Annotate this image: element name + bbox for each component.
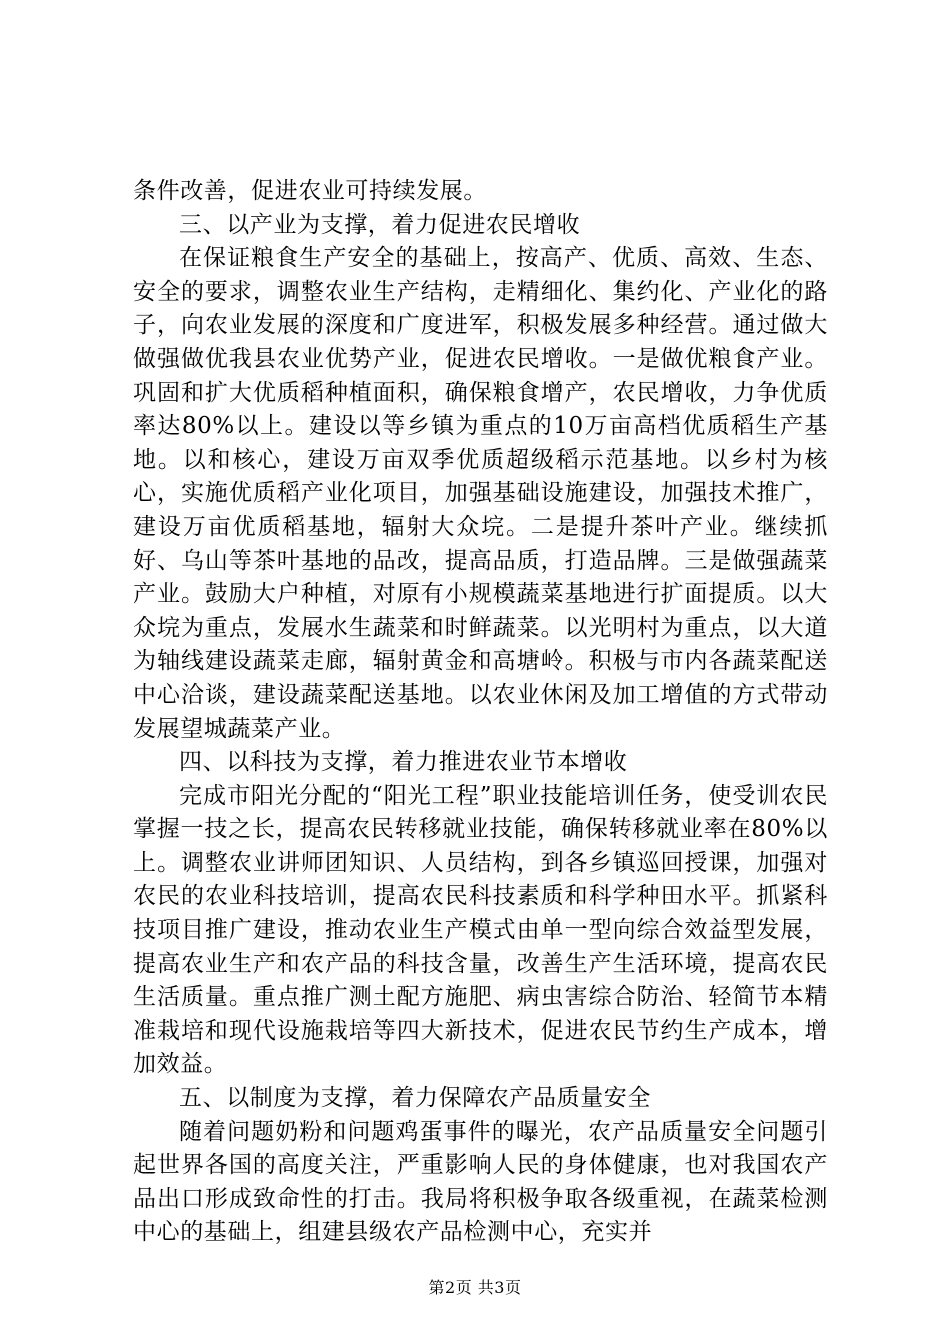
section-heading-4: 四、以科技为支撑，着力推进农业节本增收: [179, 749, 628, 776]
page-number: 第2页 共3页: [428, 1278, 522, 1297]
section-heading-3: 三、以产业为支撑，着力促进农民增收: [179, 211, 581, 238]
paragraph-continuation: 条件改善，促进农业可持续发展。: [133, 178, 487, 204]
section-heading-5: 五、以制度为支撑，着力保障农产品质量安全: [179, 1085, 651, 1112]
document-body: [133, 175, 828, 1250]
paragraph-quality-safety: 随着问题奶粉和问题鸡蛋事件的曝光，农产品质量安全问题引起世界各国的高度关注，严重影响人民的身体健康，也对我国农产品出口形成致命性的打击。我局将积极争取各级重视，在蔬菜检测中心的基础上，组建县级农产品检测中心，充实并: [133, 1118, 828, 1246]
paragraph-industry: 在保证粮食生产安全的基础上，按高产、优质、高效、生态、安全的要求，调整农业生产结构，走精细化、集约化、产业化的路子，向农业发展的深度和广度进军，积极发展多种经营。通过做大做强做优我县农业优势产业，促进农民增收。一是做优粮食产业。巩固和扩大优质稻种植面积，确保粮食增产，农民增收，力争优质率达80%以上。建设以等乡镇为重点的10万亩高档优质稻生产基地。以和核心，建设万亩双季优质超级稻示范基地。以乡村为核心，实施优质稻产业化项目，加强基础设施建设，加强技术推广，建设万亩优质稻基地，辐射大众垸。二是提升茶叶产业。继续抓好、乌山等茶叶基地的品改，提高品质，打造品牌。三是做强蔬菜产业。鼓励大户种植，对原有小规模蔬菜基地进行扩面提质。以大众垸为重点，发展水生蔬菜和时鲜蔬菜。以光明村为重点，以大道为轴线建设蔬菜走廊，辐射黄金和高塘岭。积极与市内各蔬菜配送中心洽谈，建设蔬菜配送基地。以农业休闲及加工增值的方式带动发展望城蔬菜产业。: [133, 245, 828, 742]
paragraph-technology: 完成市阳光分配的“阳光工程”职业技能培训任务，使受训农民掌握一技之长，提高农民转移就业技能，确保转移就业率在80%以上。调整农业讲师团知识、人员结构，到各乡镇巡回授课，加强对农民的农业科技培训，提高农民科技素质和科学种田水平。抓紧科技项目推广建设，推动农业生产模式由单一型向综合效益型发展，提高农业生产和农产品的科技含量，改善生产生活环境，提高农民生活质量。重点推广测土配方施肥、病虫害综合防治、轻简节本精准栽培和现代设施栽培等四大新技术，促进农民节约生产成本，增加效益。: [133, 782, 828, 1078]
